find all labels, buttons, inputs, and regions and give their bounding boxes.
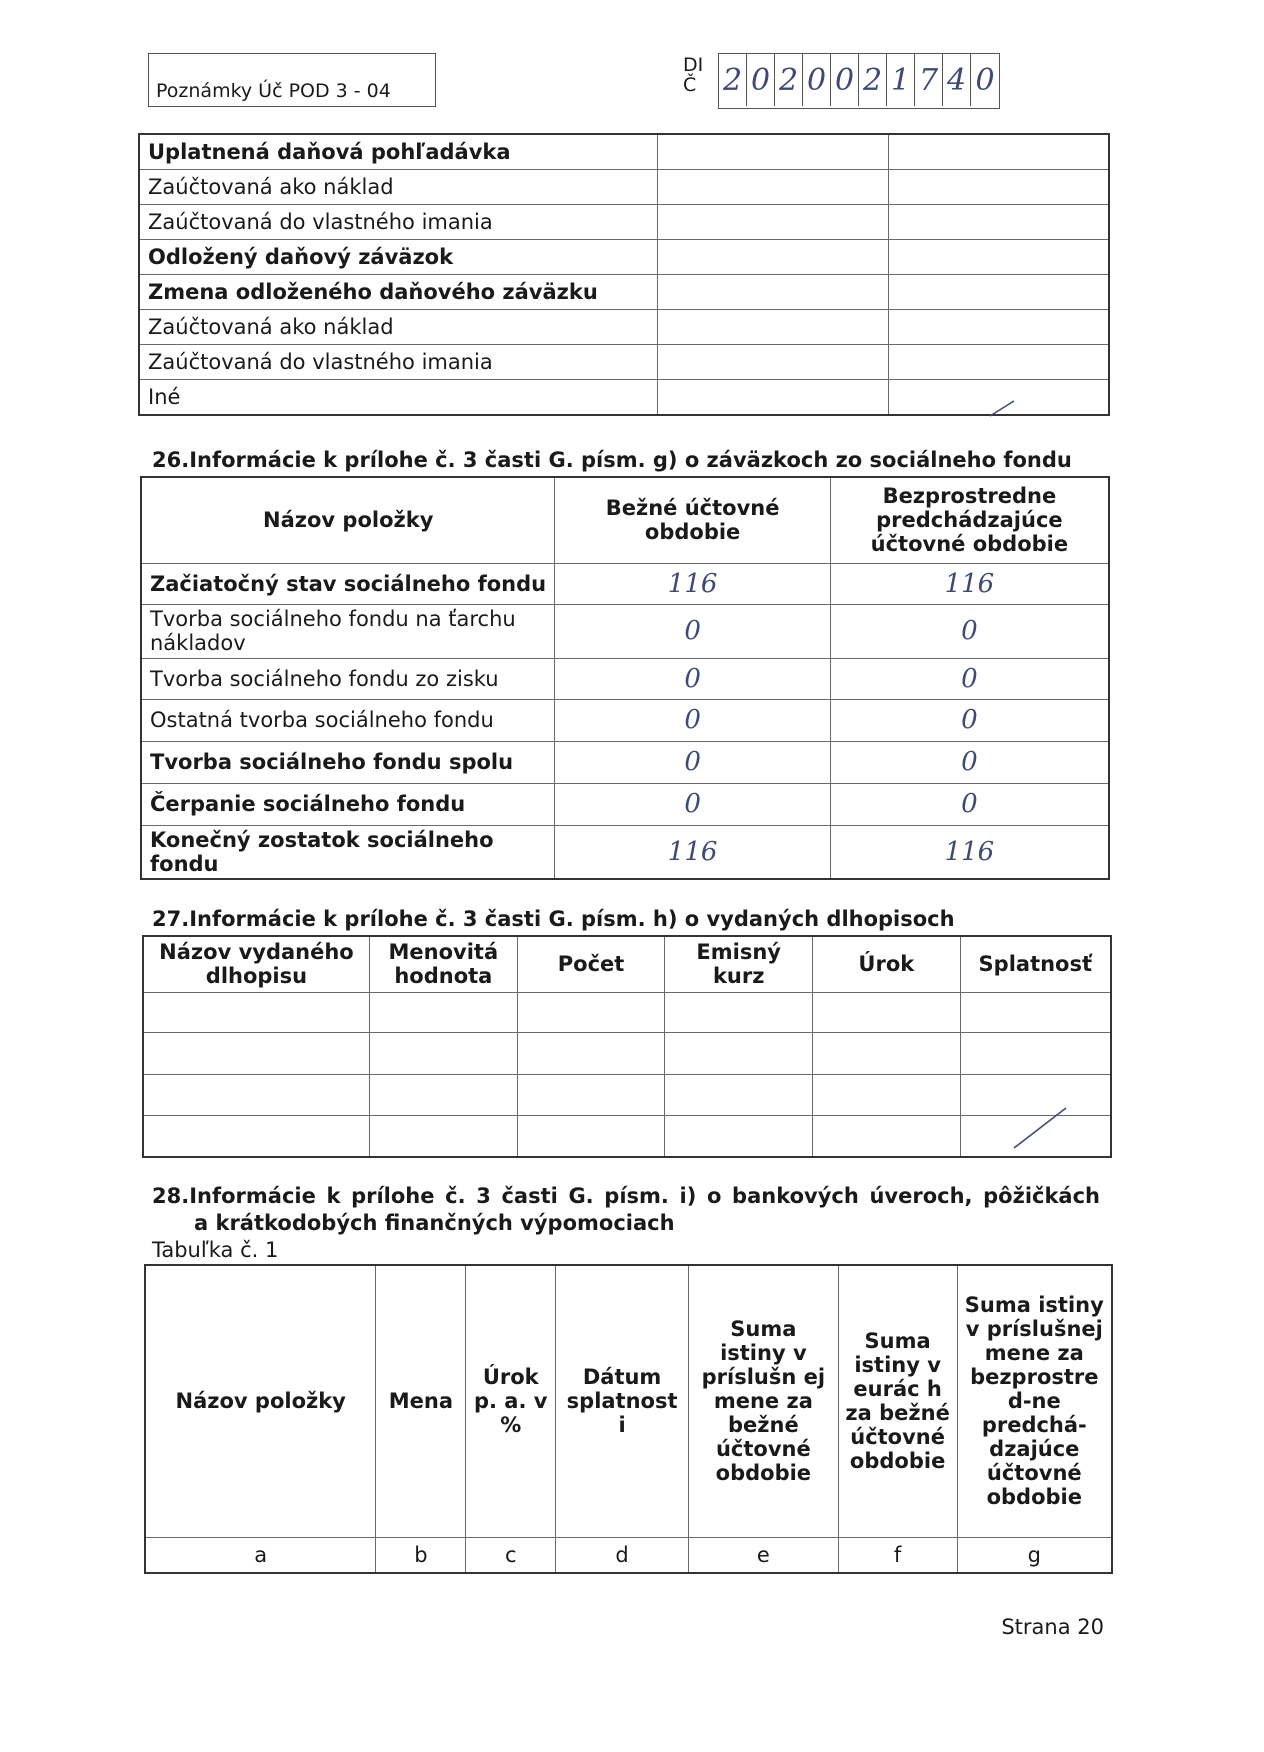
dic-digit: 7 [915,54,943,106]
row-label: Uplatnená daňová pohľadávka [139,134,657,170]
col-header: Bezprostredne predchádzajúce účtovné obdobie [830,477,1109,563]
row-label: Zaúčtovaná do vlastného imania [139,345,657,380]
table-row [139,134,1109,170]
table-row [139,380,1109,416]
form-label: Poznámky Úč POD 3 - 04 [156,80,391,102]
table-row [139,275,1109,310]
table-row [139,205,1109,240]
deferred-tax-table [138,133,1110,416]
col-header: Suma istiny v eurác h za bežné účtovné obdobie [838,1265,957,1537]
table-row [141,783,1109,825]
strike-mark [988,398,1018,418]
table-row [143,1032,1111,1074]
dic-digit: 0 [831,54,859,106]
current-value: 116 [555,563,830,604]
row-label: Tvorba sociálneho fondu na ťarchu nákladov [141,604,555,658]
col-letter: d [556,1537,689,1573]
dic-digit: 0 [747,54,775,106]
section-26-title: 26.Informácie k prílohe č. 3 časti G. písm. g) o záväzkoch zo sociálneho fondu [152,448,1072,472]
table-row [143,1074,1111,1115]
col-letter: a [145,1537,376,1573]
col-header: Bežné účtovné obdobie [555,477,830,563]
table-row [139,310,1109,345]
table-row [139,240,1109,275]
col-header: Názov položky [141,477,555,563]
dic-digit: 2 [719,54,747,106]
previous-value: 0 [830,783,1109,825]
current-value: 116 [555,825,830,879]
dic-digit: 0 [803,54,831,106]
table-row [141,658,1109,699]
col-header: Emisný kurz [665,936,813,992]
dic-digit: 2 [775,54,803,106]
section-27-title: 27.Informácie k prílohe č. 3 časti G. písm. h) o vydaných dlhopisoch [152,907,955,931]
col-letter: b [376,1537,466,1573]
row-label: Iné [139,380,657,416]
col-header: Menovitá hodnota [369,936,517,992]
dic-digit: 0 [975,62,995,98]
table-row [141,699,1109,741]
table-row [139,170,1109,205]
letter-row [145,1537,1112,1573]
previous-value: 0 [830,741,1109,783]
previous-value: 0 [830,658,1109,699]
dic-digit: 4 [943,54,971,106]
table-row [143,992,1111,1032]
page-number: Strana 20 [1001,1615,1104,1639]
form-label-box [148,53,436,107]
row-label: Tvorba sociálneho fondu zo zisku [141,658,555,699]
current-value: 0 [555,604,830,658]
row-label: Čerpanie sociálneho fondu [141,783,555,825]
col-header: Počet [517,936,665,992]
current-value: 0 [555,658,830,699]
col-header: Názov položky [145,1265,376,1537]
current-value: 0 [555,699,830,741]
dic-digit: 1 [887,54,915,106]
row-label: Zaúčtovaná do vlastného imania [139,205,657,240]
row-label: Zmena odloženého daňového záväzku [139,275,657,310]
col-header: Názov vydaného dlhopisu [143,936,369,992]
table-caption: Tabuľka č. 1 [152,1238,279,1262]
section-28-title-line2: a krátkodobých finančných výpomociach [194,1211,675,1235]
col-header: Úrok [813,936,961,992]
col-header: Dátum splatnost i [556,1265,689,1537]
col-header: Splatnosť [960,936,1111,992]
table-row [139,345,1109,380]
row-label: Zaúčtovaná ako náklad [139,310,657,345]
dic-digit-boxes [718,53,1000,109]
col-letter: g [957,1537,1112,1573]
current-value: 0 [555,741,830,783]
table-row [141,741,1109,783]
previous-value: 0 [830,699,1109,741]
col-header: Suma istiny v príslušn ej mene za bežné účtovné obdobie [689,1265,839,1537]
table-row [143,1115,1111,1157]
col-header: Suma istiny v príslušnej mene za bezprostre d-ne predchá- dzajúce účtovné obdobie [957,1265,1112,1537]
social-fund-table [140,476,1110,880]
row-label: Zaúčtovaná ako náklad [139,170,657,205]
col-letter: f [838,1537,957,1573]
previous-value: 116 [830,825,1109,879]
row-label: Odložený daňový záväzok [139,240,657,275]
table-row [141,563,1109,604]
row-label: Konečný zostatok sociálneho fondu [141,825,555,879]
col-header: Úrok p. a. v % [466,1265,556,1537]
bank-loans-table [144,1264,1113,1574]
current-value: 0 [555,783,830,825]
section-28-title-line1: 28.Informácie k prílohe č. 3 časti G. písm. i) o bankových úveroch, pôžičkách [152,1184,1100,1208]
dic-digit: 2 [859,54,887,106]
row-label: Začiatočný stav sociálneho fondu [141,563,555,604]
col-letter: c [466,1537,556,1573]
row-label: Ostatná tvorba sociálneho fondu [141,699,555,741]
bonds-table [142,935,1112,1158]
row-label: Tvorba sociálneho fondu spolu [141,741,555,783]
table-row [141,604,1109,658]
col-letter: e [689,1537,839,1573]
col-header: Mena [376,1265,466,1537]
table-row [141,825,1109,879]
dic-label: DI Č [683,54,704,96]
previous-value: 116 [830,563,1109,604]
previous-value: 0 [830,604,1109,658]
strike-mark [1010,1104,1070,1152]
